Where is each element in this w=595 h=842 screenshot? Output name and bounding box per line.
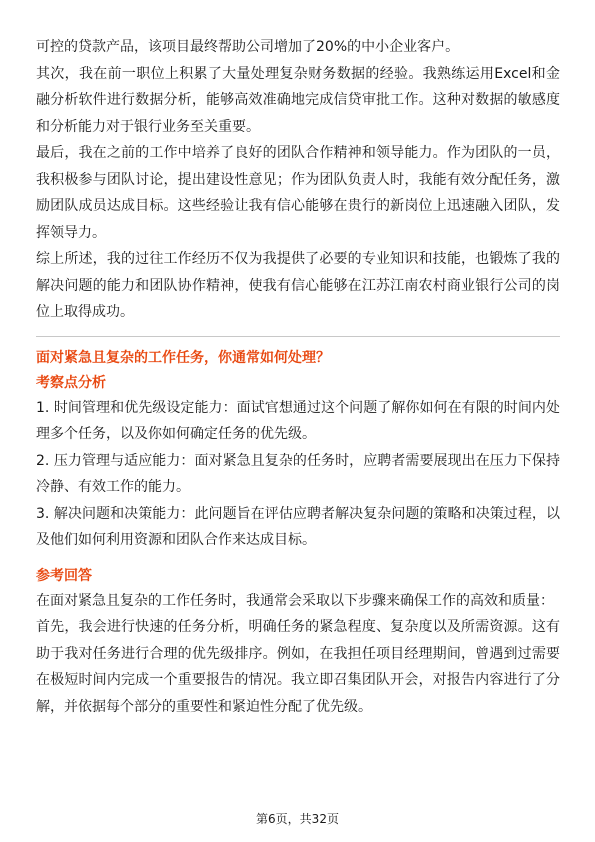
body-paragraph: 可控的贷款产品，该项目最终帮助公司增加了20%的中小企业客户。 [36,39,460,55]
document-page [36,34,560,720]
analysis-item: 3. 解决问题和决策能力：此问题旨在评估应聘者解决复杂问题的策略和决策过程，以及他们如何利用资源和团队合作来达成目标。 [36,505,560,548]
body-paragraph: 最后，我在之前的工作中培养了良好的团队合作精神和领导能力。作为团队的一员，我积极参与团队讨论，提出建设性意见；作为团队负责人时，我能有效分配任务，激励团队成员达成目标。这些经验让我有信心能够在贵行的新岗位上迅速融入团队，发挥领导力。 [36,145,560,241]
answer-paragraph: 在面对紧急且复杂的工作任务时，我通常会采取以下步骤来确保工作的高效和质量： [36,592,554,609]
answer-paragraph: 首先，我会进行快速的任务分析，明确任务的紧急程度、复杂度以及所需资源。这有助于我对任务进行合理的优先级排序。例如，在我担任项目经理期间，曾遇到过需要在极短时间内完成一个重要报告的情况。我立即召集团队开会，对报告内容进行了分解，并依据每个部分的重要性和紧迫性分配了优先级。 [36,619,560,715]
section-divider [36,336,560,337]
page-footer: 第6页，共32页 [256,812,339,826]
body-paragraph: 其次，我在前一职位上积累了大量处理复杂财务数据的经验。我熟练运用Excel和金融分析软件进行数据分析，能够高效准确地完成信贷审批工作。这种对数据的敏感度和分析能力对于银行业务至关重要。 [36,65,560,135]
analysis-item: 1. 时间管理和优先级设定能力：面试官想通过这个问题了解你如何在有限的时间内处理多个任务，以及你如何确定任务的优先级。 [36,399,560,442]
analysis-heading: 考察点分析 [36,374,106,391]
interview-question: 面对紧急且复杂的工作任务，你通常如何处理？ [36,349,330,366]
body-paragraph: 综上所述，我的过往工作经历不仅为我提供了必要的专业知识和技能，也锻炼了我的解决问题的能力和团队协作精神，使我有信心能够在江苏江南农村商业银行公司的岗位上取得成功。 [36,251,560,320]
answer-heading: 参考回答 [36,567,92,584]
analysis-item: 2. 压力管理与适应能力：面对紧急且复杂的任务时，应聘者需要展现出在压力下保持冷静、有效工作的能力。 [36,452,560,495]
